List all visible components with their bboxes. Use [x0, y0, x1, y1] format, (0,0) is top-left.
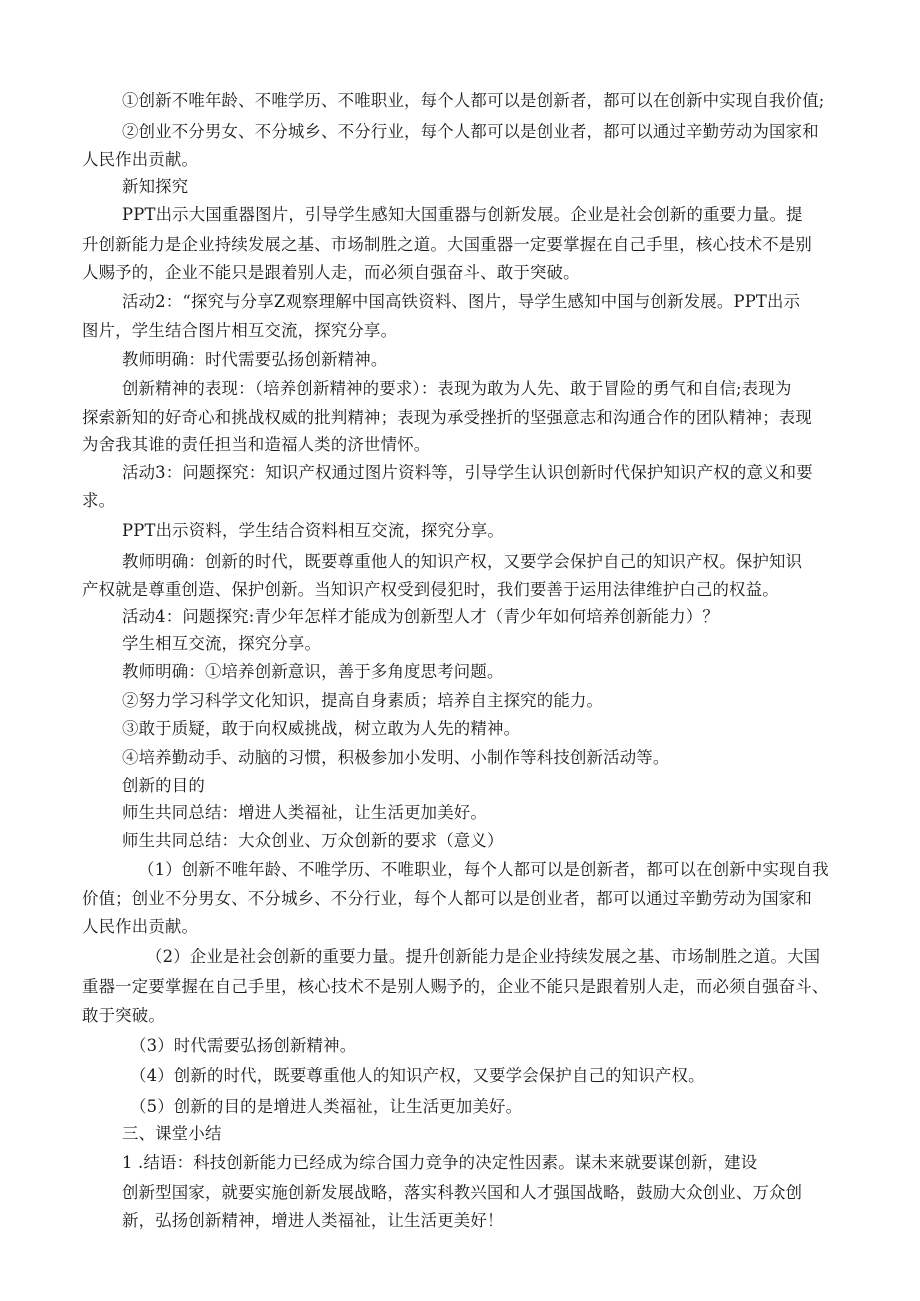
paragraph-line: （4）创新的时代，既要尊重他人的知识产权，又要学会保护自己的知识产权。: [130, 1066, 705, 1085]
paragraph-line: （5）创新的目的是增进人类福祉，让生活更加美好。: [130, 1097, 523, 1116]
paragraph-line: ③敢于质疑，敢于向权威挑战，树立敢为人先的精神。: [122, 719, 521, 738]
paragraph-line: PPT出示资料，学生结合资料相互交流，探究分享。: [122, 521, 504, 540]
paragraph-line: 活动2：“探究与分享Z观察理解中国高铁资料、图片，导学生感知中国与创新发展。PPT出示: [122, 292, 801, 311]
section-heading: 三、课堂小结: [122, 1124, 222, 1143]
paragraph-line: ②努力学习科学文化知识，提高自身素质；培养自主探究的能力。: [122, 691, 604, 710]
paragraph-line: ④培养勤动手、动脑的习惯，积极参加小发明、小制作等科技创新活动等。: [122, 748, 670, 767]
paragraph-line: 教师明确：创新的时代，既要尊重他人的知识产权，又要学会保护自己的知识产权。保护知识: [122, 552, 803, 571]
paragraph-line: PPT出示大国重器图片，引导学生感知大国重器与创新发展。企业是社会创新的重要力量。提: [122, 205, 803, 224]
paragraph-line: 学生相互交流，探究分享。: [122, 634, 322, 653]
paragraph-line: 活动3：问题探究：知识产权通过图片资料等，引导学生认识创新时代保护知识产权的意义和要: [122, 463, 813, 482]
paragraph-line: 敢于突破。: [82, 1006, 165, 1025]
paragraph-line: 创新型国家，就要实施创新发展战略，落实科教兴国和人才强国战略，鼓励大众创业、万众创: [122, 1183, 803, 1202]
paragraph-line: 教师明确：时代需要弘扬创新精神。: [122, 350, 388, 369]
paragraph-line: 创新精神的表现：（培养创新精神的要求）：表现为敢为人先、敢于冒险的勇气和自信;表现为: [122, 379, 792, 398]
paragraph-line: 探索新知的好奇心和挑战权威的批判精神；表现为承受挫折的坚强意志和沟通合作的团队精神；表现: [82, 408, 812, 427]
section-heading: 新知探究: [122, 177, 189, 196]
paragraph-line: 师生共同总结：大众创业、万众创新的要求（意义）: [122, 831, 504, 850]
paragraph-line: ①创新不唯年龄、不唯学历、不唯职业，每个人都可以是创新者，都可以在创新中实现自我价值;: [122, 91, 825, 110]
paragraph-line: 人民作出贡献。: [82, 917, 199, 936]
paragraph-line: 为舍我其谁的责任担当和造福人类的济世情怀。: [82, 435, 431, 454]
paragraph-line: （3）时代需要弘扬创新精神。: [130, 1036, 357, 1055]
paragraph-line: 产权就是尊重创造、保护创新。当知识产权受到侵犯时，我们要善于运用法律维护白己的权益。: [82, 580, 779, 599]
paragraph-line: 价值；创业不分男女、不分城乡、不分行业，每个人都可以是创业者，都可以通过辛勤劳动为国家和: [82, 889, 812, 908]
paragraph-line: 图片，学生结合图片相互交流，探究分享。: [82, 321, 398, 340]
paragraph-line: 人赐予的，企业不能只是跟着别人走，而必须自强奋斗、敢于突破。: [82, 263, 580, 282]
paragraph-line: 师生共同总结：增进人类福祉，让生活更加美好。: [122, 803, 487, 822]
paragraph-line: 人民作出贡献。: [82, 150, 199, 169]
paragraph-line: 活动4：问题探究:青少年怎样才能成为创新型人才（青少年如何培养创新能力）？: [122, 607, 720, 626]
paragraph-line: （2）企业是社会创新的重要力量。提升创新能力是企业持续发展之基、市场制胜之道。大国: [146, 947, 821, 966]
paragraph-line: 重器一定要掌握在自己手里，核心技术不是别人赐予的，企业不能只是跟着别人走，而必须自强奋斗、: [82, 977, 829, 996]
paragraph-line: 1 .结语：科技创新能力已经成为综合国力竞争的决定性因素。谋未来就要谋创新，建设: [122, 1153, 758, 1172]
paragraph-line: ②创业不分男女、不分城乡、不分行业，每个人都可以是创业者，都可以通过辛勤劳动为国家和: [122, 122, 819, 141]
paragraph-line: 教师明确：①培养创新意识，善于多角度思考问题。: [122, 662, 504, 681]
paragraph-line: 升创新能力是企业持续发展之基、市场制胜之道。大国重器一定要掌握在自己手里，核心技术不是别: [82, 235, 812, 254]
paragraph-line: 求。: [82, 491, 116, 510]
section-heading: 创新的目的: [122, 776, 205, 795]
paragraph-line: （1）创新不唯年龄、不唯学历、不唯职业，每个人都可以是创新者，都可以在创新中实现自我: [138, 860, 829, 879]
paragraph-line: 新，弘扬创新精神，增进人类福祉，让生活更美好！: [122, 1211, 504, 1230]
